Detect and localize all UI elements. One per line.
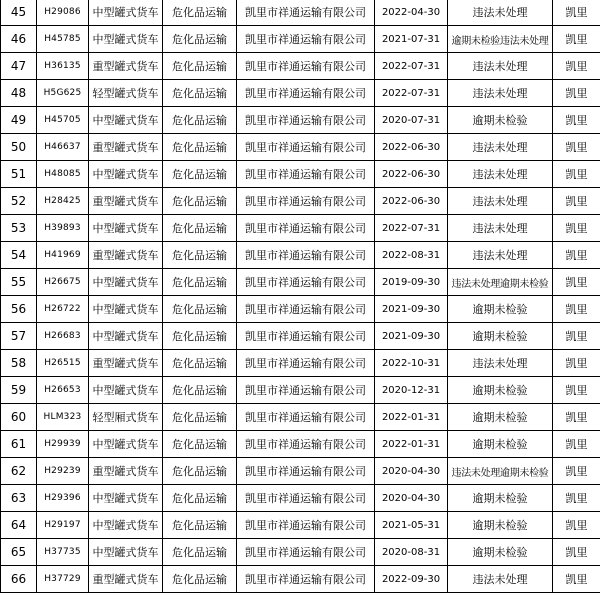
violation-status-cell: 违法未处理逾期未检验 (448, 458, 553, 485)
inspection-date-cell: 2021-05-31 (375, 512, 448, 539)
city-cell: 凯里 (553, 485, 600, 512)
table-row (1, 404, 600, 431)
business-scope-cell: 危化品运输 (163, 134, 237, 161)
plate-number-cell: H26515 (37, 350, 89, 377)
violation-status-cell: 逾期未检验 (448, 296, 553, 323)
company-name-cell: 凯里市祥通运输有限公司 (237, 458, 375, 485)
inspection-date-cell: 2019-09-30 (375, 269, 448, 296)
row-number-cell: 51 (1, 161, 37, 188)
inspection-date-cell: 2022-06-30 (375, 188, 448, 215)
plate-number-cell: HLM323 (37, 404, 89, 431)
inspection-date-cell: 2022-07-31 (375, 53, 448, 80)
vehicle-type-cell: 中型罐式货车 (89, 215, 163, 242)
business-scope-cell: 危化品运输 (163, 350, 237, 377)
plate-number-cell: H46637 (37, 134, 89, 161)
violation-status-cell: 违法未处理 (448, 188, 553, 215)
vehicle-type-cell: 中型罐式货车 (89, 512, 163, 539)
inspection-date-cell: 2022-01-31 (375, 431, 448, 458)
inspection-date-cell: 2022-04-30 (375, 0, 448, 26)
vehicle-type-cell: 中型罐式货车 (89, 431, 163, 458)
violation-status-cell: 违法未处理 (448, 53, 553, 80)
city-cell: 凯里 (553, 350, 600, 377)
vehicle-type-cell: 中型罐式货车 (89, 26, 163, 53)
plate-number-cell: H37735 (37, 539, 89, 566)
violation-status-cell: 违法未处理逾期未检验 (448, 269, 553, 296)
row-number-cell: 63 (1, 485, 37, 512)
violation-status-cell: 违法未处理 (448, 80, 553, 107)
company-name-cell: 凯里市祥通运输有限公司 (237, 161, 375, 188)
table-row (1, 80, 600, 107)
vehicle-type-cell: 重型罐式货车 (89, 566, 163, 593)
company-name-cell: 凯里市祥通运输有限公司 (237, 80, 375, 107)
table-row (1, 188, 600, 215)
city-cell: 凯里 (553, 566, 600, 593)
city-cell: 凯里 (553, 107, 600, 134)
row-number-cell: 64 (1, 512, 37, 539)
plate-number-cell: H26722 (37, 296, 89, 323)
company-name-cell: 凯里市祥通运输有限公司 (237, 431, 375, 458)
plate-number-cell: H45785 (37, 26, 89, 53)
business-scope-cell: 危化品运输 (163, 296, 237, 323)
violation-status-cell: 违法未处理 (448, 242, 553, 269)
table-row (1, 566, 600, 593)
company-name-cell: 凯里市祥通运输有限公司 (237, 512, 375, 539)
vehicle-type-cell: 重型罐式货车 (89, 188, 163, 215)
vehicle-type-cell: 中型罐式货车 (89, 539, 163, 566)
row-number-cell: 53 (1, 215, 37, 242)
company-name-cell: 凯里市祥通运输有限公司 (237, 566, 375, 593)
row-number-cell: 62 (1, 458, 37, 485)
table-row (1, 350, 600, 377)
vehicle-type-cell: 中型罐式货车 (89, 323, 163, 350)
table-row (1, 458, 600, 485)
plate-number-cell: H37729 (37, 566, 89, 593)
inspection-date-cell: 2022-08-31 (375, 242, 448, 269)
inspection-date-cell: 2021-09-30 (375, 323, 448, 350)
city-cell: 凯里 (553, 431, 600, 458)
business-scope-cell: 危化品运输 (163, 566, 237, 593)
inspection-date-cell: 2020-12-31 (375, 377, 448, 404)
table-row (1, 323, 600, 350)
city-cell: 凯里 (553, 242, 600, 269)
row-number-cell: 50 (1, 134, 37, 161)
violation-status-cell: 违法未处理 (448, 0, 553, 26)
business-scope-cell: 危化品运输 (163, 377, 237, 404)
table-row (1, 539, 600, 566)
vehicle-type-cell: 轻型罐式货车 (89, 80, 163, 107)
business-scope-cell: 危化品运输 (163, 269, 237, 296)
table-row (1, 161, 600, 188)
company-name-cell: 凯里市祥通运输有限公司 (237, 404, 375, 431)
row-number-cell: 66 (1, 566, 37, 593)
table-row (1, 53, 600, 80)
business-scope-cell: 危化品运输 (163, 53, 237, 80)
table-row (1, 512, 600, 539)
business-scope-cell: 危化品运输 (163, 458, 237, 485)
company-name-cell: 凯里市祥通运输有限公司 (237, 215, 375, 242)
row-number-cell: 48 (1, 80, 37, 107)
business-scope-cell: 危化品运输 (163, 539, 237, 566)
table-row (1, 26, 600, 53)
company-name-cell: 凯里市祥通运输有限公司 (237, 296, 375, 323)
vehicle-type-cell: 中型罐式货车 (89, 296, 163, 323)
business-scope-cell: 危化品运输 (163, 431, 237, 458)
city-cell: 凯里 (553, 53, 600, 80)
violation-status-cell: 逾期未检验违法未处理 (448, 26, 553, 53)
city-cell: 凯里 (553, 512, 600, 539)
business-scope-cell: 危化品运输 (163, 0, 237, 26)
row-number-cell: 65 (1, 539, 37, 566)
inspection-date-cell: 2022-01-31 (375, 404, 448, 431)
business-scope-cell: 危化品运输 (163, 26, 237, 53)
inspection-date-cell: 2022-07-31 (375, 215, 448, 242)
vehicle-type-cell: 中型罐式货车 (89, 485, 163, 512)
business-scope-cell: 危化品运输 (163, 161, 237, 188)
plate-number-cell: H29086 (37, 0, 89, 26)
company-name-cell: 凯里市祥通运输有限公司 (237, 323, 375, 350)
violation-status-cell: 逾期未检验 (448, 431, 553, 458)
business-scope-cell: 危化品运输 (163, 188, 237, 215)
city-cell: 凯里 (553, 269, 600, 296)
vehicle-type-cell: 重型罐式货车 (89, 53, 163, 80)
company-name-cell: 凯里市祥通运输有限公司 (237, 107, 375, 134)
city-cell: 凯里 (553, 377, 600, 404)
business-scope-cell: 危化品运输 (163, 404, 237, 431)
inspection-date-cell: 2020-07-31 (375, 107, 448, 134)
city-cell: 凯里 (553, 134, 600, 161)
business-scope-cell: 危化品运输 (163, 485, 237, 512)
city-cell: 凯里 (553, 0, 600, 26)
city-cell: 凯里 (553, 404, 600, 431)
table-row (1, 296, 600, 323)
company-name-cell: 凯里市祥通运输有限公司 (237, 134, 375, 161)
city-cell: 凯里 (553, 188, 600, 215)
violation-status-cell: 逾期未检验 (448, 539, 553, 566)
row-number-cell: 49 (1, 107, 37, 134)
row-number-cell: 56 (1, 296, 37, 323)
city-cell: 凯里 (553, 26, 600, 53)
row-number-cell: 46 (1, 26, 37, 53)
inspection-date-cell: 2022-09-30 (375, 566, 448, 593)
table-row (1, 215, 600, 242)
business-scope-cell: 危化品运输 (163, 80, 237, 107)
business-scope-cell: 危化品运输 (163, 242, 237, 269)
vehicle-type-cell: 中型罐式货车 (89, 377, 163, 404)
plate-number-cell: H36135 (37, 53, 89, 80)
business-scope-cell: 危化品运输 (163, 512, 237, 539)
inspection-date-cell: 2021-09-30 (375, 296, 448, 323)
city-cell: 凯里 (553, 458, 600, 485)
row-number-cell: 55 (1, 269, 37, 296)
city-cell: 凯里 (553, 539, 600, 566)
violation-status-cell: 逾期未检验 (448, 377, 553, 404)
table-row (1, 242, 600, 269)
plate-number-cell: H28425 (37, 188, 89, 215)
plate-number-cell: H41969 (37, 242, 89, 269)
violation-status-cell: 违法未处理 (448, 566, 553, 593)
vehicle-type-cell: 轻型厢式货车 (89, 404, 163, 431)
table-row (1, 0, 600, 26)
plate-number-cell: H45705 (37, 107, 89, 134)
vehicle-type-cell: 中型罐式货车 (89, 161, 163, 188)
vehicle-type-cell: 重型罐式货车 (89, 350, 163, 377)
company-name-cell: 凯里市祥通运输有限公司 (237, 0, 375, 26)
vehicle-type-cell: 重型罐式货车 (89, 242, 163, 269)
table-row (1, 485, 600, 512)
company-name-cell: 凯里市祥通运输有限公司 (237, 188, 375, 215)
violation-status-cell: 逾期未检验 (448, 512, 553, 539)
inspection-date-cell: 2020-08-31 (375, 539, 448, 566)
violation-status-cell: 违法未处理 (448, 161, 553, 188)
vehicle-type-cell: 重型罐式货车 (89, 458, 163, 485)
vehicle-type-cell: 中型罐式货车 (89, 269, 163, 296)
inspection-date-cell: 2020-04-30 (375, 485, 448, 512)
company-name-cell: 凯里市祥通运输有限公司 (237, 377, 375, 404)
vehicle-type-cell: 重型罐式货车 (89, 134, 163, 161)
city-cell: 凯里 (553, 323, 600, 350)
table-body (1, 0, 600, 593)
company-name-cell: 凯里市祥通运输有限公司 (237, 269, 375, 296)
plate-number-cell: H29197 (37, 512, 89, 539)
plate-number-cell: H29396 (37, 485, 89, 512)
row-number-cell: 52 (1, 188, 37, 215)
plate-number-cell: H26675 (37, 269, 89, 296)
city-cell: 凯里 (553, 296, 600, 323)
table-row (1, 269, 600, 296)
company-name-cell: 凯里市祥通运输有限公司 (237, 539, 375, 566)
table-row (1, 377, 600, 404)
plate-number-cell: H26683 (37, 323, 89, 350)
row-number-cell: 61 (1, 431, 37, 458)
company-name-cell: 凯里市祥通运输有限公司 (237, 26, 375, 53)
row-number-cell: 59 (1, 377, 37, 404)
business-scope-cell: 危化品运输 (163, 323, 237, 350)
plate-number-cell: H29239 (37, 458, 89, 485)
inspection-date-cell: 2022-07-31 (375, 80, 448, 107)
row-number-cell: 57 (1, 323, 37, 350)
violation-status-cell: 逾期未检验 (448, 107, 553, 134)
violation-status-cell: 逾期未检验 (448, 404, 553, 431)
city-cell: 凯里 (553, 215, 600, 242)
plate-number-cell: H5G625 (37, 80, 89, 107)
inspection-date-cell: 2022-06-30 (375, 161, 448, 188)
row-number-cell: 60 (1, 404, 37, 431)
city-cell: 凯里 (553, 80, 600, 107)
inspection-date-cell: 2022-06-30 (375, 134, 448, 161)
company-name-cell: 凯里市祥通运输有限公司 (237, 485, 375, 512)
business-scope-cell: 危化品运输 (163, 215, 237, 242)
row-number-cell: 54 (1, 242, 37, 269)
business-scope-cell: 危化品运输 (163, 107, 237, 134)
plate-number-cell: H26653 (37, 377, 89, 404)
company-name-cell: 凯里市祥通运输有限公司 (237, 53, 375, 80)
table-row (1, 431, 600, 458)
city-cell: 凯里 (553, 161, 600, 188)
inspection-date-cell: 2020-04-30 (375, 458, 448, 485)
company-name-cell: 凯里市祥通运输有限公司 (237, 350, 375, 377)
row-number-cell: 47 (1, 53, 37, 80)
violation-status-cell: 违法未处理 (448, 134, 553, 161)
row-number-cell: 45 (1, 0, 37, 26)
plate-number-cell: H48085 (37, 161, 89, 188)
vehicle-type-cell: 中型罐式货车 (89, 107, 163, 134)
plate-number-cell: H29939 (37, 431, 89, 458)
company-name-cell: 凯里市祥通运输有限公司 (237, 242, 375, 269)
table-row (1, 134, 600, 161)
vehicle-type-cell: 中型罐式货车 (89, 0, 163, 26)
inspection-date-cell: 2022-10-31 (375, 350, 448, 377)
table-row (1, 107, 600, 134)
violation-status-cell: 逾期未检验 (448, 323, 553, 350)
violation-status-cell: 违法未处理 (448, 215, 553, 242)
violation-status-cell: 违法未处理 (448, 350, 553, 377)
inspection-date-cell: 2021-07-31 (375, 26, 448, 53)
violation-status-cell: 逾期未检验 (448, 485, 553, 512)
plate-number-cell: H39893 (37, 215, 89, 242)
row-number-cell: 58 (1, 350, 37, 377)
